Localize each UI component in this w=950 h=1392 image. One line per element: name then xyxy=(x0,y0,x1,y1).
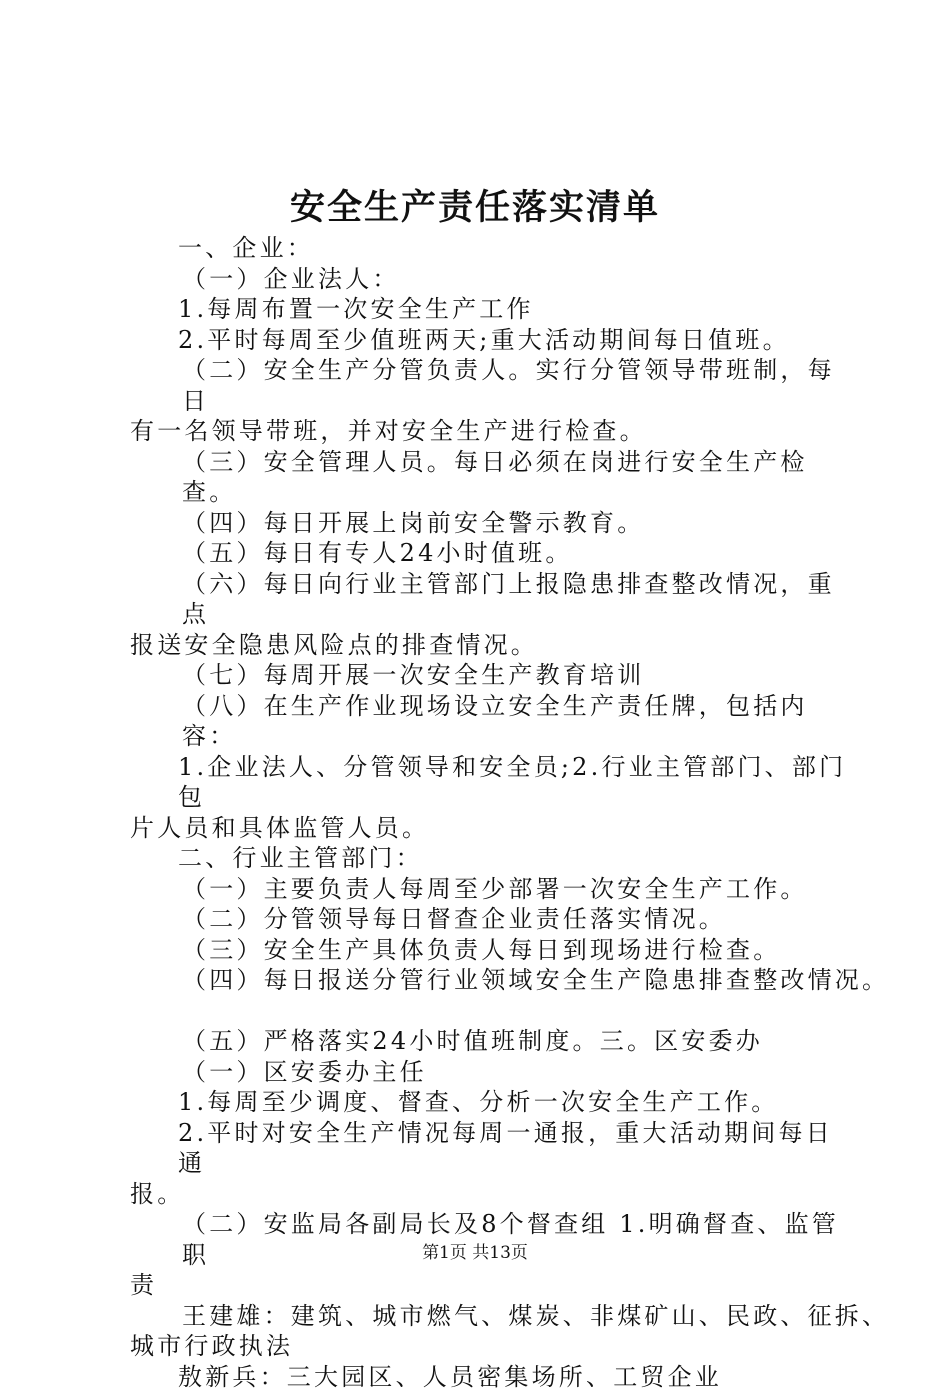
paragraph-line: 城市行政执法 xyxy=(130,1331,850,1362)
paragraph-line: 责 xyxy=(130,1270,850,1301)
paragraph-line: （四）每日开展上岗前安全警示教育。 xyxy=(130,508,850,539)
paragraph-line: （五）每日有专人24小时值班。 xyxy=(130,538,850,569)
paragraph-line: （七）每周开展一次安全生产教育培训 xyxy=(130,660,850,691)
paragraph-line: 1.每周至少调度、督查、分析一次安全生产工作。 xyxy=(130,1087,850,1118)
paragraph-line: （二）安监局各副局长及8个督查组 1.明确督查、监管职 xyxy=(130,1209,850,1270)
paragraph-line: （一）区安委办主任 xyxy=(130,1057,850,1088)
paragraph-line: （六）每日向行业主管部门上报隐患排查整改情况，重点 xyxy=(130,569,850,630)
page-number-footer: 第1页 共13页 xyxy=(0,1241,950,1265)
paragraph-line: 二、行业主管部门： xyxy=(130,843,850,874)
paragraph-line: 2.平时每周至少值班两天;重大活动期间每日值班。 xyxy=(130,325,850,356)
document-body xyxy=(130,233,850,1392)
paragraph-line: 报送安全隐患风险点的排查情况。 xyxy=(130,630,850,661)
paragraph-line: （三）安全生产具体负责人每日到现场进行检查。 xyxy=(130,935,850,966)
blank-line xyxy=(130,996,850,1027)
paragraph-line: 有一名领导带班，并对安全生产进行检查。 xyxy=(130,416,850,447)
document-title: 安全生产责任落实清单 xyxy=(0,183,950,233)
paragraph-line: 敖新兵：三大园区、人员密集场所、工贸企业 xyxy=(130,1362,850,1392)
paragraph-line: （一）主要负责人每周至少部署一次安全生产工作。 xyxy=(130,874,850,905)
paragraph-line: 片人员和具体监管人员。 xyxy=(130,813,850,844)
paragraph-line: （三）安全管理人员。每日必须在岗进行安全生产检查。 xyxy=(130,447,850,508)
paragraph-line: 报。 xyxy=(130,1179,850,1210)
paragraph-line: （一）企业法人： xyxy=(130,264,850,295)
paragraph-line: 2.平时对安全生产情况每周一通报，重大活动期间每日通 xyxy=(130,1118,850,1179)
paragraph-line: （五）严格落实24小时值班制度。三。区安委办 xyxy=(130,1026,850,1057)
paragraph-line: 1.每周布置一次安全生产工作 xyxy=(130,294,850,325)
paragraph-line: （八）在生产作业现场设立安全生产责任牌，包括内容： xyxy=(130,691,850,752)
paragraph-line: 一、企业： xyxy=(130,233,850,264)
paragraph-line: 1.企业法人、分管领导和安全员;2.行业主管部门、部门包 xyxy=(130,752,850,813)
paragraph-line: （二）分管领导每日督查企业责任落实情况。 xyxy=(130,904,850,935)
paragraph-line: （四）每日报送分管行业领域安全生产隐患排查整改情况。 xyxy=(130,965,850,996)
paragraph-line: （二）安全生产分管负责人。实行分管领导带班制，每日 xyxy=(130,355,850,416)
paragraph-line: 王建雄：建筑、城市燃气、煤炭、非煤矿山、民政、征拆、 xyxy=(130,1301,850,1332)
